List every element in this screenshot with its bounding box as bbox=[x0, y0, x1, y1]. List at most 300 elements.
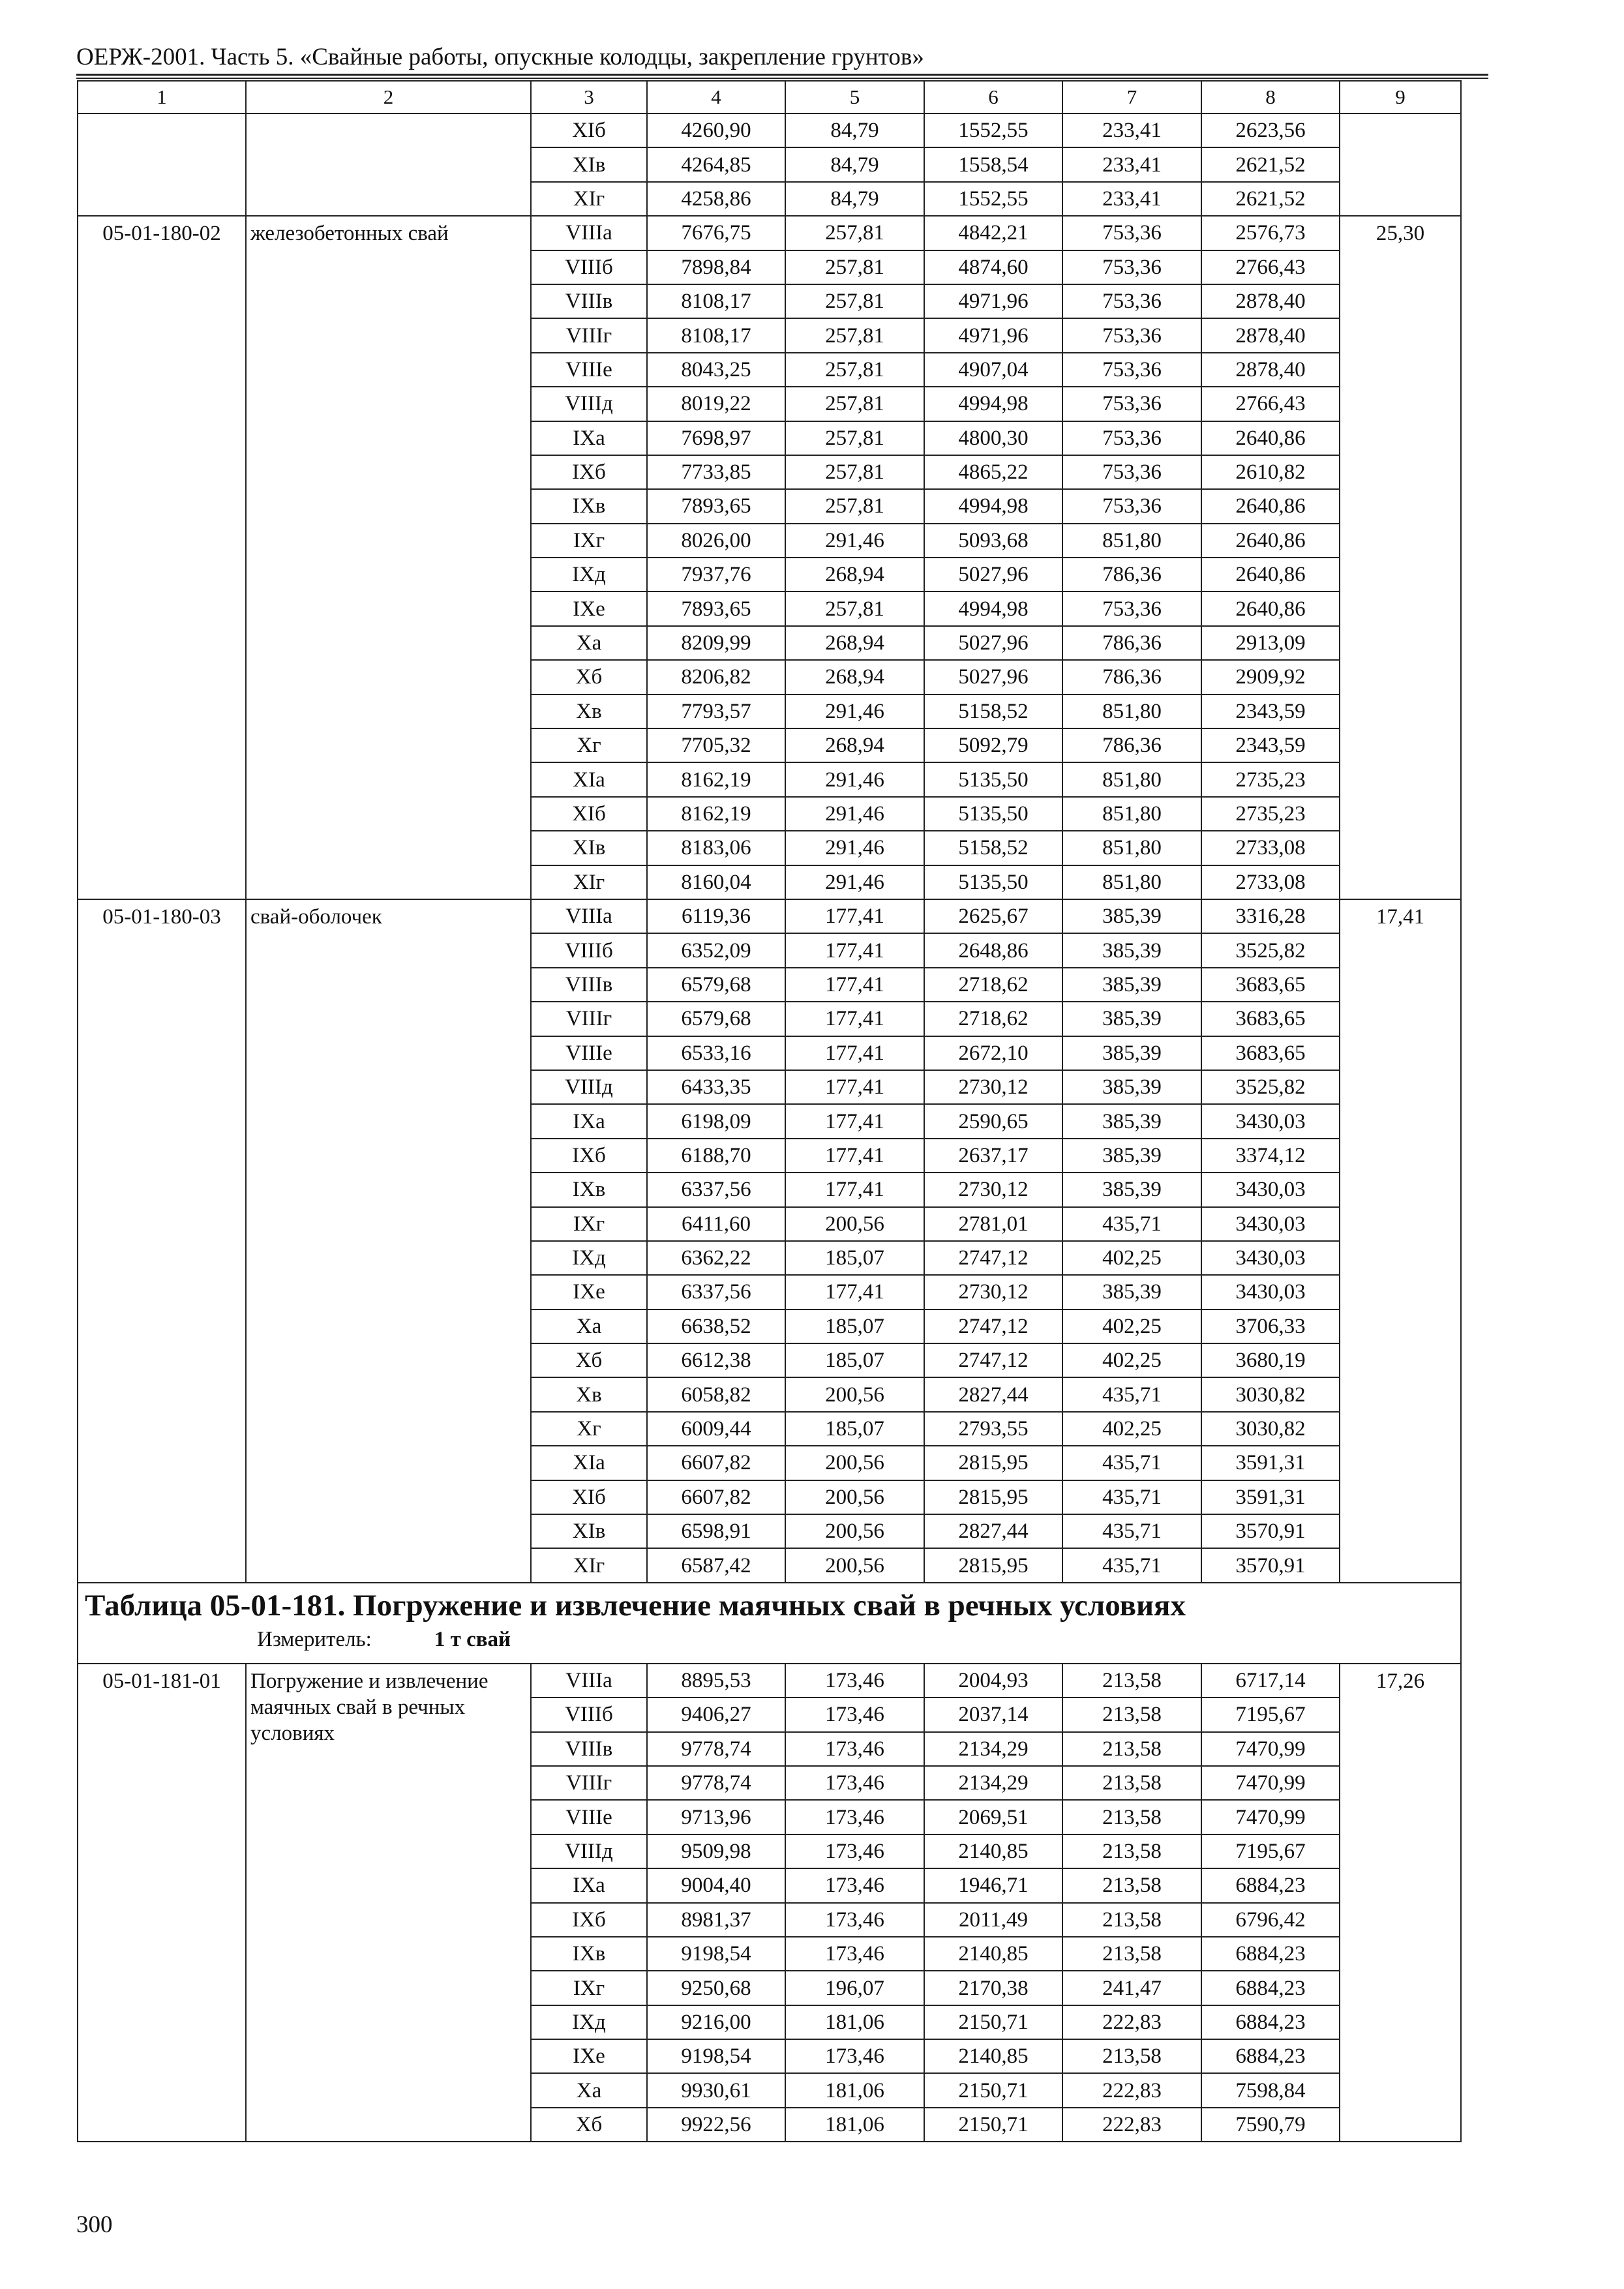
value-cell: 257,81 bbox=[785, 591, 924, 625]
region-cell: IXа bbox=[531, 1868, 647, 1902]
value-cell: 6337,56 bbox=[647, 1275, 785, 1309]
value-cell: 222,83 bbox=[1062, 2108, 1201, 2142]
value-cell: 4994,98 bbox=[924, 489, 1062, 523]
value-cell: 2640,86 bbox=[1201, 421, 1340, 455]
value-cell: 6352,09 bbox=[647, 933, 785, 967]
value-cell: 185,07 bbox=[785, 1241, 924, 1275]
value-cell: 257,81 bbox=[785, 318, 924, 352]
value-cell: 196,07 bbox=[785, 1971, 924, 2005]
value-cell: 851,80 bbox=[1062, 762, 1201, 796]
table-title-cell bbox=[78, 1583, 1461, 1664]
region-cell: IXд bbox=[531, 1241, 647, 1275]
value-cell: 6058,82 bbox=[647, 1377, 785, 1411]
value-cell: 268,94 bbox=[785, 728, 924, 762]
column-number: 3 bbox=[531, 81, 647, 113]
labor-ratio-cell: 17,41 bbox=[1340, 899, 1461, 1583]
region-cell: VIIIе bbox=[531, 1036, 647, 1070]
value-cell: 257,81 bbox=[785, 421, 924, 455]
value-cell: 177,41 bbox=[785, 1002, 924, 1036]
value-cell: 786,36 bbox=[1062, 728, 1201, 762]
value-cell: 200,56 bbox=[785, 1514, 924, 1548]
value-cell: 9250,68 bbox=[647, 1971, 785, 2005]
value-cell: 9406,27 bbox=[647, 1698, 785, 1731]
value-cell: 3030,82 bbox=[1201, 1377, 1340, 1411]
value-cell: 173,46 bbox=[785, 1800, 924, 1834]
column-number: 4 bbox=[647, 81, 785, 113]
value-cell: 6884,23 bbox=[1201, 1937, 1340, 1971]
value-cell: 4994,98 bbox=[924, 591, 1062, 625]
value-cell: 6579,68 bbox=[647, 968, 785, 1002]
value-cell: 435,71 bbox=[1062, 1377, 1201, 1411]
value-cell: 291,46 bbox=[785, 695, 924, 728]
value-cell: 435,71 bbox=[1062, 1207, 1201, 1241]
region-cell: Xа bbox=[531, 2073, 647, 2107]
value-cell: 6717,14 bbox=[1201, 1664, 1340, 1698]
value-cell: 2011,49 bbox=[924, 1903, 1062, 1937]
value-cell: 435,71 bbox=[1062, 1446, 1201, 1480]
value-cell: 2747,12 bbox=[924, 1343, 1062, 1377]
value-cell: 2747,12 bbox=[924, 1309, 1062, 1343]
value-cell: 6009,44 bbox=[647, 1412, 785, 1446]
region-cell: IXб bbox=[531, 1903, 647, 1937]
rate-code-cell: 05-01-180-03 bbox=[78, 899, 246, 1583]
region-cell: Xг bbox=[531, 1412, 647, 1446]
value-cell: 257,81 bbox=[785, 353, 924, 387]
value-cell: 213,58 bbox=[1062, 1664, 1201, 1698]
header-rule bbox=[76, 74, 1488, 76]
value-cell: 268,94 bbox=[785, 660, 924, 694]
region-cell: IXа bbox=[531, 1104, 647, 1138]
value-cell: 291,46 bbox=[785, 865, 924, 899]
value-cell: 173,46 bbox=[785, 1698, 924, 1731]
value-cell: 2150,71 bbox=[924, 2108, 1062, 2142]
value-cell: 786,36 bbox=[1062, 558, 1201, 591]
value-cell: 8162,19 bbox=[647, 797, 785, 831]
region-cell: VIIIг bbox=[531, 318, 647, 352]
region-cell: Xг bbox=[531, 728, 647, 762]
value-cell: 9930,61 bbox=[647, 2073, 785, 2107]
region-cell: VIIIб bbox=[531, 250, 647, 284]
region-cell: VIIIе bbox=[531, 353, 647, 387]
region-cell: XIв bbox=[531, 831, 647, 865]
value-cell: 2878,40 bbox=[1201, 318, 1340, 352]
value-cell: 222,83 bbox=[1062, 2073, 1201, 2107]
value-cell: 3683,65 bbox=[1201, 1036, 1340, 1070]
value-cell: 213,58 bbox=[1062, 1937, 1201, 1971]
region-cell: XIв bbox=[531, 1514, 647, 1548]
region-cell: VIIIв bbox=[531, 1732, 647, 1766]
region-cell: XIг bbox=[531, 865, 647, 899]
value-cell: 2733,08 bbox=[1201, 865, 1340, 899]
value-cell: 3570,91 bbox=[1201, 1548, 1340, 1582]
value-cell: 7676,75 bbox=[647, 216, 785, 250]
value-cell: 3525,82 bbox=[1201, 933, 1340, 967]
value-cell: 402,25 bbox=[1062, 1241, 1201, 1275]
value-cell: 3591,31 bbox=[1201, 1480, 1340, 1514]
rate-code-cell bbox=[78, 113, 246, 216]
region-cell: Xа bbox=[531, 1309, 647, 1343]
value-cell: 84,79 bbox=[785, 182, 924, 216]
region-cell: Xб bbox=[531, 1343, 647, 1377]
value-cell: 2343,59 bbox=[1201, 695, 1340, 728]
region-cell: IXв bbox=[531, 489, 647, 523]
value-cell: 9198,54 bbox=[647, 1937, 785, 1971]
value-cell: 8019,22 bbox=[647, 387, 785, 421]
value-cell: 177,41 bbox=[785, 968, 924, 1002]
value-cell: 6607,82 bbox=[647, 1480, 785, 1514]
value-cell: 385,39 bbox=[1062, 1002, 1201, 1036]
value-cell: 2150,71 bbox=[924, 2005, 1062, 2039]
value-cell: 6337,56 bbox=[647, 1173, 785, 1206]
value-cell: 7893,65 bbox=[647, 489, 785, 523]
value-cell: 173,46 bbox=[785, 2039, 924, 2073]
region-cell: IXг bbox=[531, 1207, 647, 1241]
region-cell: IXд bbox=[531, 2005, 647, 2039]
region-cell: XIб bbox=[531, 797, 647, 831]
value-cell: 753,36 bbox=[1062, 455, 1201, 489]
value-cell: 385,39 bbox=[1062, 899, 1201, 933]
value-cell: 5027,96 bbox=[924, 660, 1062, 694]
value-cell: 6198,09 bbox=[647, 1104, 785, 1138]
value-cell: 7195,67 bbox=[1201, 1698, 1340, 1731]
region-cell: XIа bbox=[531, 762, 647, 796]
value-cell: 6433,35 bbox=[647, 1070, 785, 1104]
region-cell: XIг bbox=[531, 1548, 647, 1582]
value-cell: 9922,56 bbox=[647, 2108, 785, 2142]
value-cell: 786,36 bbox=[1062, 660, 1201, 694]
value-cell: 6884,23 bbox=[1201, 2005, 1340, 2039]
value-cell: 177,41 bbox=[785, 1036, 924, 1070]
value-cell: 268,94 bbox=[785, 626, 924, 660]
value-cell: 2718,62 bbox=[924, 968, 1062, 1002]
region-cell: XIа bbox=[531, 1446, 647, 1480]
value-cell: 2827,44 bbox=[924, 1377, 1062, 1411]
header-rule-thin bbox=[76, 78, 1488, 79]
value-cell: 5135,50 bbox=[924, 762, 1062, 796]
value-cell: 6411,60 bbox=[647, 1207, 785, 1241]
table-title-row bbox=[78, 1583, 1461, 1664]
value-cell: 8026,00 bbox=[647, 524, 785, 558]
table-title: Таблица 05-01-181. Погружение и извлечение маячных свай в речных условиях bbox=[85, 1588, 1186, 1623]
region-cell: VIIIд bbox=[531, 1834, 647, 1868]
value-cell: 435,71 bbox=[1062, 1480, 1201, 1514]
value-cell: 257,81 bbox=[785, 216, 924, 250]
value-cell: 402,25 bbox=[1062, 1343, 1201, 1377]
value-cell: 173,46 bbox=[785, 1834, 924, 1868]
value-cell: 233,41 bbox=[1062, 147, 1201, 181]
value-cell: 8895,53 bbox=[647, 1664, 785, 1698]
value-cell: 8183,06 bbox=[647, 831, 785, 865]
rates-table-body bbox=[78, 81, 1461, 2142]
value-cell: 200,56 bbox=[785, 1548, 924, 1582]
region-cell: IXб bbox=[531, 455, 647, 489]
value-cell: 3525,82 bbox=[1201, 1070, 1340, 1104]
region-cell: VIIIб bbox=[531, 933, 647, 967]
value-cell: 213,58 bbox=[1062, 1732, 1201, 1766]
value-cell: 3374,12 bbox=[1201, 1139, 1340, 1173]
value-cell: 2781,01 bbox=[924, 1207, 1062, 1241]
column-number: 9 bbox=[1340, 81, 1461, 113]
value-cell: 2878,40 bbox=[1201, 353, 1340, 387]
value-cell: 185,07 bbox=[785, 1412, 924, 1446]
table-row bbox=[78, 899, 1461, 933]
value-cell: 2637,17 bbox=[924, 1139, 1062, 1173]
value-cell: 2140,85 bbox=[924, 2039, 1062, 2073]
column-number: 5 bbox=[785, 81, 924, 113]
value-cell: 268,94 bbox=[785, 558, 924, 591]
value-cell: 2747,12 bbox=[924, 1241, 1062, 1275]
region-cell: VIIIа bbox=[531, 899, 647, 933]
value-cell: 257,81 bbox=[785, 455, 924, 489]
value-cell: 213,58 bbox=[1062, 1834, 1201, 1868]
value-cell: 173,46 bbox=[785, 1937, 924, 1971]
value-cell: 173,46 bbox=[785, 1664, 924, 1698]
value-cell: 8162,19 bbox=[647, 762, 785, 796]
value-cell: 5135,50 bbox=[924, 865, 1062, 899]
region-cell: IXе bbox=[531, 591, 647, 625]
value-cell: 2621,52 bbox=[1201, 182, 1340, 216]
value-cell: 9713,96 bbox=[647, 1800, 785, 1834]
value-cell: 385,39 bbox=[1062, 1139, 1201, 1173]
value-cell: 177,41 bbox=[785, 1104, 924, 1138]
value-cell: 385,39 bbox=[1062, 1036, 1201, 1070]
value-cell: 291,46 bbox=[785, 524, 924, 558]
value-cell: 1946,71 bbox=[924, 1868, 1062, 1902]
work-name-cell bbox=[246, 113, 531, 216]
region-cell: IXа bbox=[531, 421, 647, 455]
value-cell: 6579,68 bbox=[647, 1002, 785, 1036]
region-cell: XIг bbox=[531, 182, 647, 216]
value-cell: 2793,55 bbox=[924, 1412, 1062, 1446]
table-row bbox=[78, 113, 1461, 147]
value-cell: 5093,68 bbox=[924, 524, 1062, 558]
value-cell: 2610,82 bbox=[1201, 455, 1340, 489]
value-cell: 257,81 bbox=[785, 489, 924, 523]
value-cell: 9198,54 bbox=[647, 2039, 785, 2073]
value-cell: 3570,91 bbox=[1201, 1514, 1340, 1548]
value-cell: 3706,33 bbox=[1201, 1309, 1340, 1343]
table-row bbox=[78, 1664, 1461, 1698]
region-cell: VIIIг bbox=[531, 1002, 647, 1036]
value-cell: 173,46 bbox=[785, 1903, 924, 1937]
value-cell: 402,25 bbox=[1062, 1412, 1201, 1446]
value-cell: 753,36 bbox=[1062, 318, 1201, 352]
region-cell: IXб bbox=[531, 1139, 647, 1173]
region-cell: IXе bbox=[531, 1275, 647, 1309]
region-cell: Xа bbox=[531, 626, 647, 660]
value-cell: 233,41 bbox=[1062, 182, 1201, 216]
region-cell: IXе bbox=[531, 2039, 647, 2073]
value-cell: 3430,03 bbox=[1201, 1207, 1340, 1241]
value-cell: 173,46 bbox=[785, 1732, 924, 1766]
value-cell: 213,58 bbox=[1062, 1903, 1201, 1937]
value-cell: 1552,55 bbox=[924, 182, 1062, 216]
value-cell: 213,58 bbox=[1062, 1868, 1201, 1902]
value-cell: 6188,70 bbox=[647, 1139, 785, 1173]
value-cell: 753,36 bbox=[1062, 421, 1201, 455]
value-cell: 2037,14 bbox=[924, 1698, 1062, 1731]
value-cell: 177,41 bbox=[785, 1139, 924, 1173]
value-cell: 786,36 bbox=[1062, 626, 1201, 660]
value-cell: 851,80 bbox=[1062, 524, 1201, 558]
value-cell: 7470,99 bbox=[1201, 1732, 1340, 1766]
region-cell: Xб bbox=[531, 2108, 647, 2142]
value-cell: 2640,86 bbox=[1201, 524, 1340, 558]
value-cell: 3683,65 bbox=[1201, 968, 1340, 1002]
region-cell: VIIIг bbox=[531, 1766, 647, 1800]
value-cell: 213,58 bbox=[1062, 1800, 1201, 1834]
value-cell: 9004,40 bbox=[647, 1868, 785, 1902]
value-cell: 8981,37 bbox=[647, 1903, 785, 1937]
region-cell: VIIIе bbox=[531, 1800, 647, 1834]
value-cell: 435,71 bbox=[1062, 1514, 1201, 1548]
value-cell: 4907,04 bbox=[924, 353, 1062, 387]
value-cell: 9216,00 bbox=[647, 2005, 785, 2039]
value-cell: 2730,12 bbox=[924, 1275, 1062, 1309]
value-cell: 213,58 bbox=[1062, 1766, 1201, 1800]
value-cell: 5135,50 bbox=[924, 797, 1062, 831]
value-cell: 6598,91 bbox=[647, 1514, 785, 1548]
region-cell: XIб bbox=[531, 1480, 647, 1514]
value-cell: 2730,12 bbox=[924, 1070, 1062, 1104]
value-cell: 4842,21 bbox=[924, 216, 1062, 250]
region-cell: VIIIа bbox=[531, 1664, 647, 1698]
value-cell: 8160,04 bbox=[647, 865, 785, 899]
value-cell: 2640,86 bbox=[1201, 489, 1340, 523]
value-cell: 5027,96 bbox=[924, 626, 1062, 660]
region-cell: IXв bbox=[531, 1937, 647, 1971]
value-cell: 753,36 bbox=[1062, 387, 1201, 421]
value-cell: 2640,86 bbox=[1201, 558, 1340, 591]
value-cell: 2170,38 bbox=[924, 1971, 1062, 2005]
value-cell: 257,81 bbox=[785, 387, 924, 421]
region-cell: IXв bbox=[531, 1173, 647, 1206]
region-cell: IXг bbox=[531, 1971, 647, 2005]
value-cell: 2733,08 bbox=[1201, 831, 1340, 865]
value-cell: 4865,22 bbox=[924, 455, 1062, 489]
value-cell: 291,46 bbox=[785, 797, 924, 831]
value-cell: 181,06 bbox=[785, 2073, 924, 2107]
value-cell: 2815,95 bbox=[924, 1548, 1062, 1582]
value-cell: 753,36 bbox=[1062, 250, 1201, 284]
value-cell: 5027,96 bbox=[924, 558, 1062, 591]
value-cell: 385,39 bbox=[1062, 968, 1201, 1002]
value-cell: 8206,82 bbox=[647, 660, 785, 694]
region-cell: Xб bbox=[531, 660, 647, 694]
value-cell: 4258,86 bbox=[647, 182, 785, 216]
value-cell: 9778,74 bbox=[647, 1766, 785, 1800]
value-cell: 200,56 bbox=[785, 1207, 924, 1241]
region-cell: VIIIд bbox=[531, 1070, 647, 1104]
value-cell: 8043,25 bbox=[647, 353, 785, 387]
value-cell: 3316,28 bbox=[1201, 899, 1340, 933]
value-cell: 4971,96 bbox=[924, 318, 1062, 352]
value-cell: 200,56 bbox=[785, 1480, 924, 1514]
value-cell: 222,83 bbox=[1062, 2005, 1201, 2039]
region-cell: IXд bbox=[531, 558, 647, 591]
value-cell: 257,81 bbox=[785, 284, 924, 318]
value-cell: 6533,16 bbox=[647, 1036, 785, 1070]
region-cell: IXг bbox=[531, 524, 647, 558]
value-cell: 753,36 bbox=[1062, 489, 1201, 523]
value-cell: 2140,85 bbox=[924, 1834, 1062, 1868]
value-cell: 1558,54 bbox=[924, 147, 1062, 181]
value-cell: 4260,90 bbox=[647, 113, 785, 147]
region-cell: VIIIд bbox=[531, 387, 647, 421]
value-cell: 8209,99 bbox=[647, 626, 785, 660]
value-cell: 4971,96 bbox=[924, 284, 1062, 318]
value-cell: 181,06 bbox=[785, 2005, 924, 2039]
labor-ratio-cell: 25,30 bbox=[1340, 216, 1461, 899]
value-cell: 6884,23 bbox=[1201, 2039, 1340, 2073]
value-cell: 4264,85 bbox=[647, 147, 785, 181]
value-cell: 6884,23 bbox=[1201, 1868, 1340, 1902]
value-cell: 6884,23 bbox=[1201, 1971, 1340, 2005]
value-cell: 2878,40 bbox=[1201, 284, 1340, 318]
value-cell: 6612,38 bbox=[647, 1343, 785, 1377]
value-cell: 753,36 bbox=[1062, 353, 1201, 387]
value-cell: 177,41 bbox=[785, 933, 924, 967]
document-header: ОЕРЖ-2001. Часть 5. «Свайные работы, опускные колодцы, закрепление грунтов» bbox=[76, 44, 924, 70]
value-cell: 181,06 bbox=[785, 2108, 924, 2142]
value-cell: 200,56 bbox=[785, 1446, 924, 1480]
value-cell: 753,36 bbox=[1062, 284, 1201, 318]
value-cell: 257,81 bbox=[785, 250, 924, 284]
region-cell: Xв bbox=[531, 695, 647, 728]
value-cell: 851,80 bbox=[1062, 865, 1201, 899]
value-cell: 7898,84 bbox=[647, 250, 785, 284]
value-cell: 385,39 bbox=[1062, 933, 1201, 967]
value-cell: 2827,44 bbox=[924, 1514, 1062, 1548]
value-cell: 2735,23 bbox=[1201, 762, 1340, 796]
column-number: 1 bbox=[78, 81, 246, 113]
meter-row bbox=[85, 1626, 1460, 1653]
value-cell: 385,39 bbox=[1062, 1173, 1201, 1206]
value-cell: 753,36 bbox=[1062, 591, 1201, 625]
value-cell: 851,80 bbox=[1062, 831, 1201, 865]
value-cell: 6607,82 bbox=[647, 1446, 785, 1480]
value-cell: 7590,79 bbox=[1201, 2108, 1340, 2142]
value-cell: 4800,30 bbox=[924, 421, 1062, 455]
value-cell: 2623,56 bbox=[1201, 113, 1340, 147]
value-cell: 5158,52 bbox=[924, 695, 1062, 728]
value-cell: 3430,03 bbox=[1201, 1275, 1340, 1309]
value-cell: 7893,65 bbox=[647, 591, 785, 625]
value-cell: 177,41 bbox=[785, 1275, 924, 1309]
value-cell: 4994,98 bbox=[924, 387, 1062, 421]
meter-label: Измеритель: bbox=[257, 1627, 372, 1651]
value-cell: 2815,95 bbox=[924, 1480, 1062, 1514]
value-cell: 3680,19 bbox=[1201, 1343, 1340, 1377]
value-cell: 385,39 bbox=[1062, 1275, 1201, 1309]
labor-ratio-cell: 17,26 bbox=[1340, 1664, 1461, 2142]
value-cell: 2913,09 bbox=[1201, 626, 1340, 660]
value-cell: 84,79 bbox=[785, 113, 924, 147]
page-number: 300 bbox=[76, 2211, 113, 2238]
value-cell: 2343,59 bbox=[1201, 728, 1340, 762]
value-cell: 291,46 bbox=[785, 762, 924, 796]
work-name-cell: железобетонных свай bbox=[246, 216, 531, 899]
value-cell: 2730,12 bbox=[924, 1173, 1062, 1206]
value-cell: 7698,97 bbox=[647, 421, 785, 455]
table-row bbox=[78, 216, 1461, 250]
column-number-row bbox=[78, 81, 1461, 113]
value-cell: 7705,32 bbox=[647, 728, 785, 762]
value-cell: 177,41 bbox=[785, 1070, 924, 1104]
region-cell: VIIIв bbox=[531, 284, 647, 318]
value-cell: 7598,84 bbox=[1201, 2073, 1340, 2107]
value-cell: 8108,17 bbox=[647, 318, 785, 352]
